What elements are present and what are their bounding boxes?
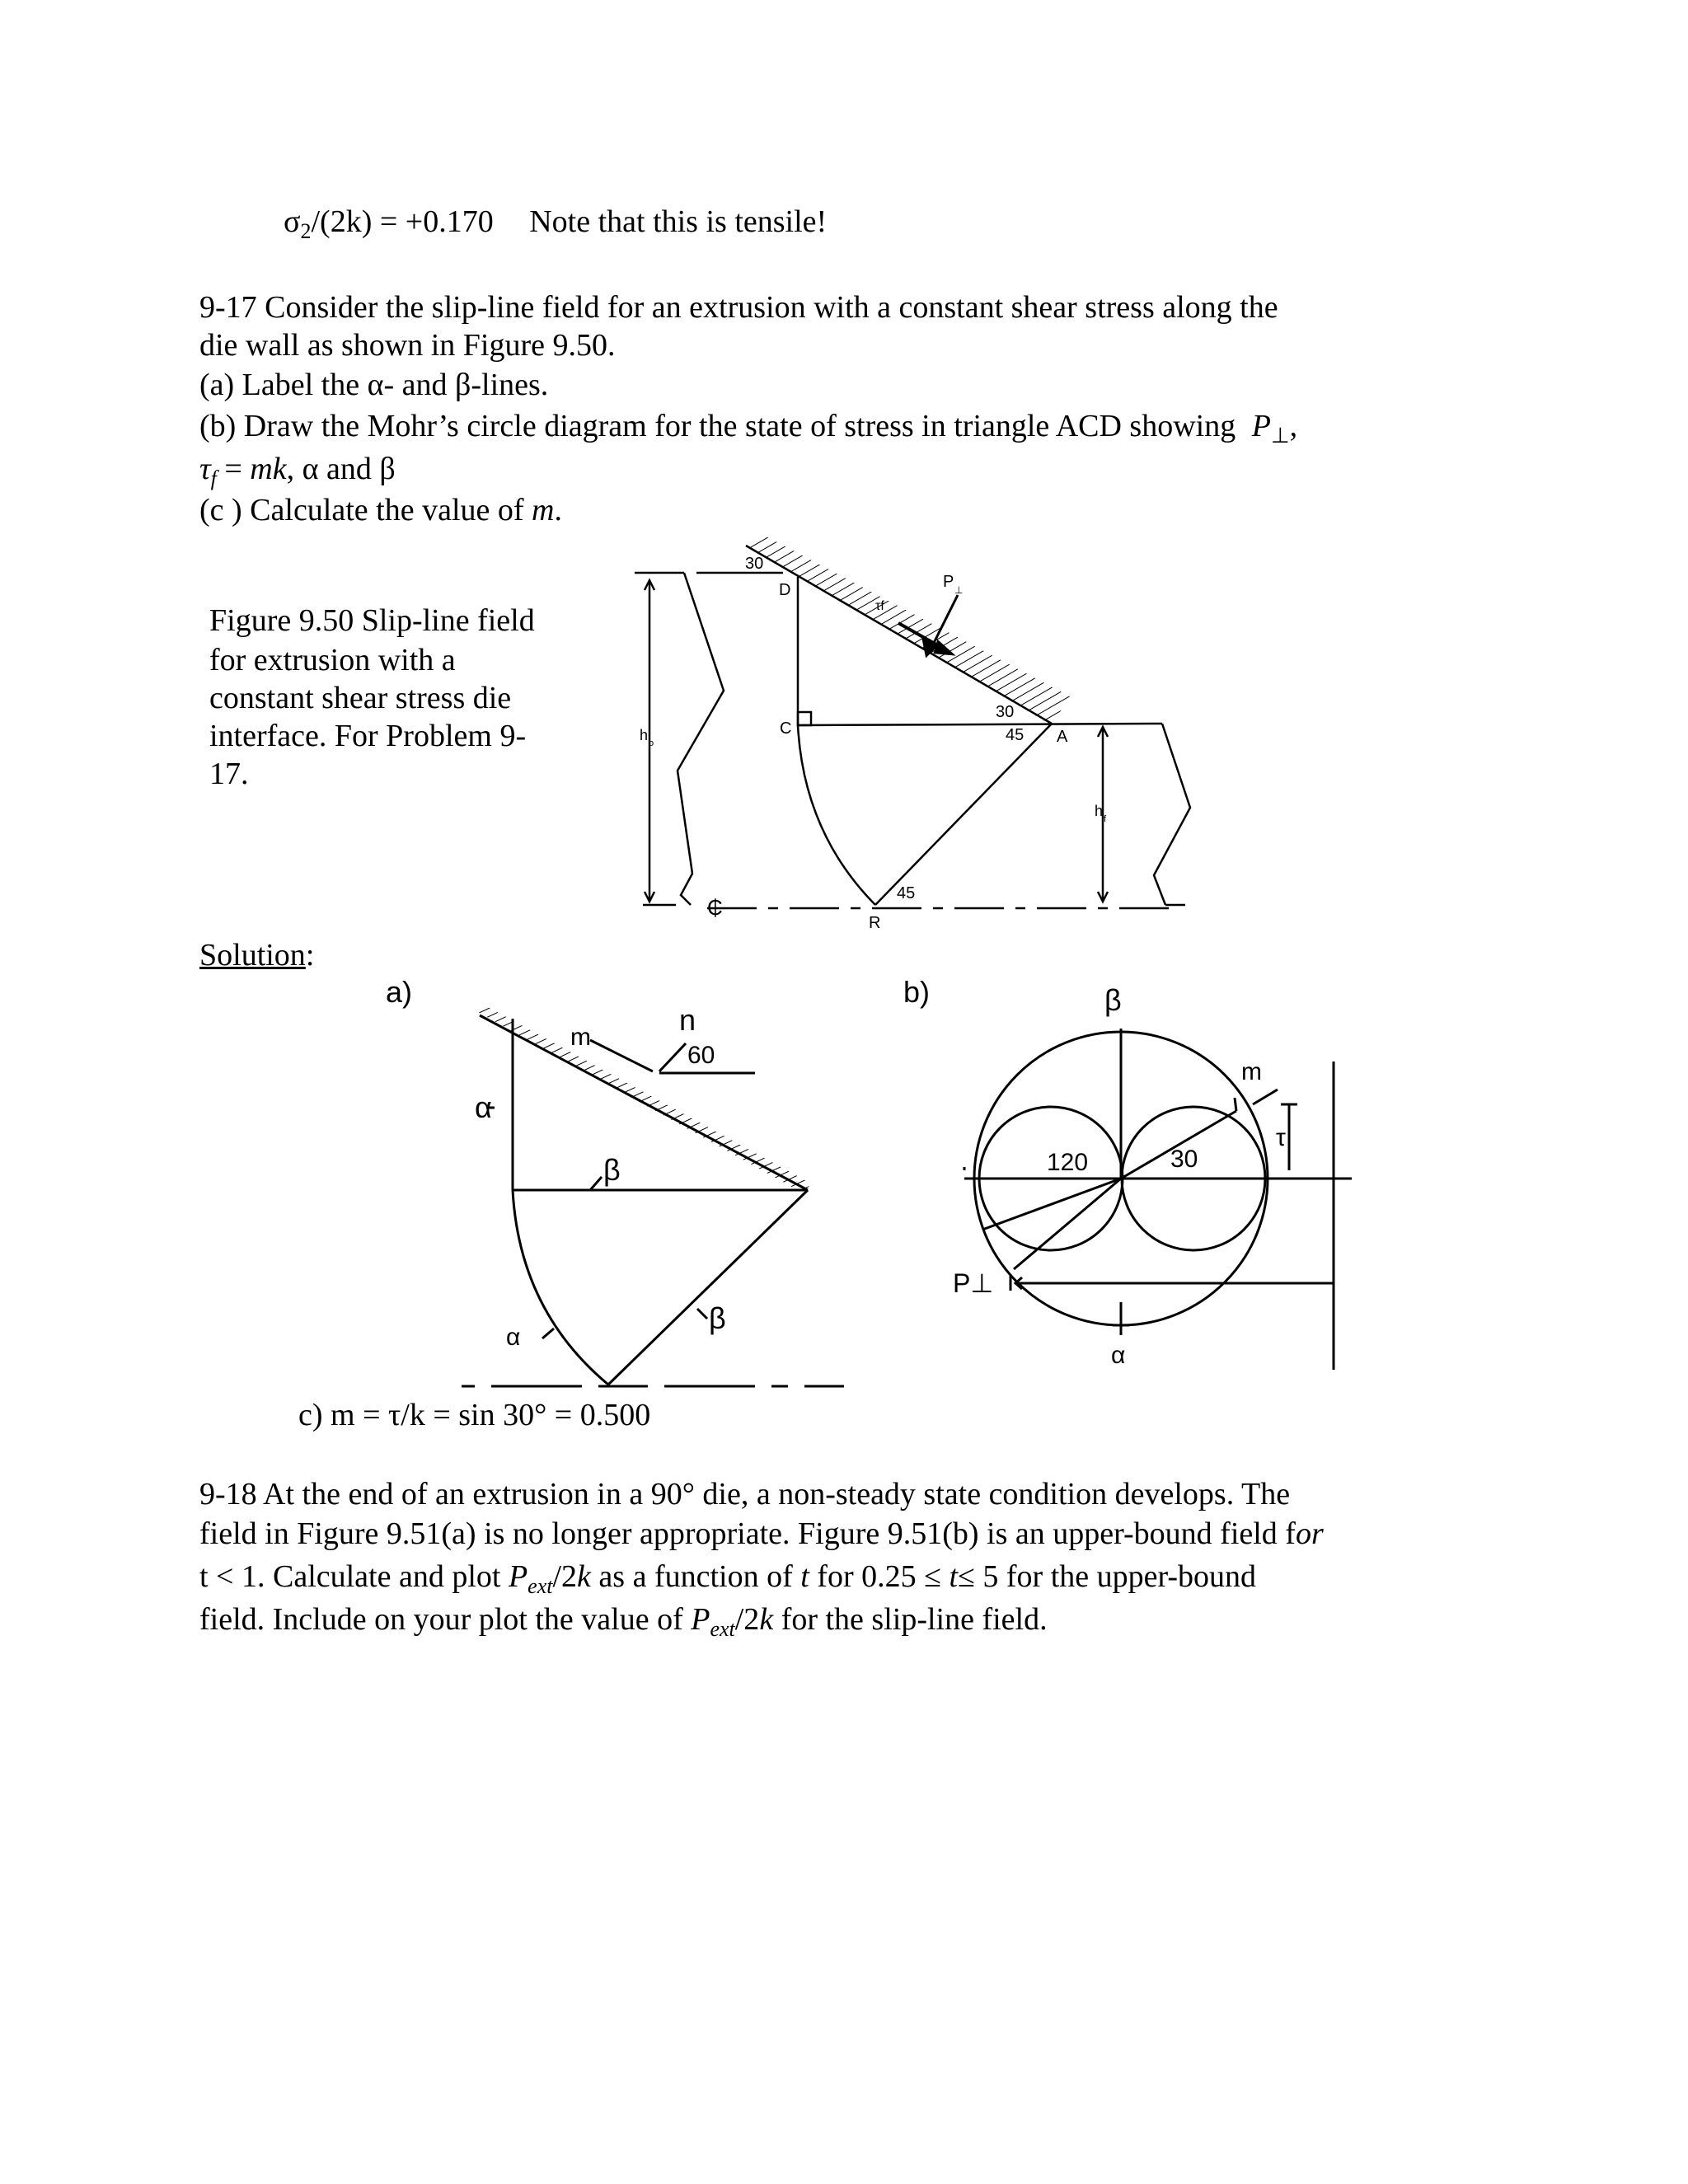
figb-label-beta: β: [1104, 983, 1122, 1017]
problem-918-line2: [199, 1515, 1324, 1553]
fig950-label-hf: h: [1095, 803, 1104, 819]
part-c-text: (c ) Calculate the value of: [199, 493, 524, 527]
fig950-label-a: A: [1057, 728, 1068, 746]
tau-subscript: f: [210, 466, 217, 490]
k-symbol: k: [577, 1559, 591, 1594]
figb-label-m: m: [1241, 1058, 1262, 1085]
p918-line2-italic: or: [1295, 1516, 1324, 1551]
figa-label-n: n: [679, 1003, 696, 1037]
m-symbol: m: [532, 493, 555, 527]
problem-917-part-a: (a) Label the α- and β-lines.: [199, 368, 549, 402]
p-ext-subscript-2: ext: [710, 1617, 735, 1641]
figure-caption-line4: interface. For Problem 9-: [209, 719, 527, 753]
figure-caption-line5: 17.: [209, 757, 249, 791]
fig950-label-45: 45: [1006, 726, 1025, 744]
tau-symbol: τ: [199, 452, 211, 486]
fig950-label-30: 30: [996, 703, 1015, 721]
sigma-subscript: 2: [300, 219, 312, 243]
solution-colon: :: [305, 938, 315, 972]
problem-918-line4: [199, 1601, 1048, 1648]
p-ext-symbol-2: P: [691, 1602, 710, 1637]
figb-label-p-perp: P⊥: [953, 1268, 994, 1298]
fig950-label-c: C: [780, 719, 792, 738]
p918-line3-end: ≤ 5 for the upper-bound: [958, 1559, 1257, 1594]
fig950-label-tau-f: τf: [875, 599, 884, 613]
fig950-label-hf-sub: f: [1104, 814, 1107, 824]
part-c-period: .: [554, 493, 562, 527]
p-ext-subscript: ext: [528, 1574, 553, 1598]
problem-918-line3: [199, 1558, 1256, 1605]
p-perp-subscript: ⊥: [1270, 424, 1290, 448]
figa-label-60: 60: [687, 1042, 715, 1069]
fig950-label-30-top: 30: [745, 555, 764, 573]
figa-label-beta-mid: β: [603, 1153, 621, 1187]
problem-917-line1: 9-17 Consider the slip-line field for an extrusion with a constant shear stress along the: [199, 290, 1278, 325]
t-symbol-2: t: [949, 1559, 959, 1594]
p918-line2-text: field in Figure 9.51(a) is no longer appropriate. Figure 9.51(b) is an upper-bound field f: [199, 1516, 1296, 1551]
mk-text: mk: [250, 452, 287, 486]
p918-line3-mid: as a function of: [590, 1559, 793, 1594]
p918-line4-text: field. Include on your plot the value of: [199, 1602, 683, 1637]
figb-label-30: 30: [1170, 1146, 1198, 1173]
alpha-beta-text: , α and β: [286, 452, 396, 486]
p918-line4-end: for the slip-line field.: [773, 1602, 1048, 1637]
problem-917-line2: die wall as shown in Figure 9.50.: [199, 328, 616, 363]
p-perp-symbol: P: [1251, 409, 1271, 443]
solution-part-c: c) m = τ/k = sin 30° = 0.500: [298, 1398, 651, 1432]
figb-label-b: b): [903, 975, 931, 1009]
fig950-label-r: R: [869, 914, 881, 932]
sigma-value: /(2k) = +0.170: [311, 204, 494, 239]
p918-line3-range: for 0.25 ≤: [809, 1559, 941, 1594]
fig950-label-45-bottom: 45: [897, 884, 916, 902]
part-b-text: (b) Draw the Mohr’s circle diagram for the state of stress in triangle ACD showing: [199, 409, 1236, 443]
equals: =: [216, 452, 251, 486]
figa-label-beta-bottom: β: [709, 1301, 726, 1335]
sigma-symbol: σ: [284, 204, 301, 239]
fig950-label-p: P: [943, 573, 954, 591]
t-symbol: t: [800, 1559, 809, 1594]
figa-label-m: m: [570, 1024, 591, 1051]
figa-label-a: a): [386, 975, 413, 1009]
over-2: /2: [552, 1559, 578, 1594]
problem-918-line1: 9-18 At the end of an extrusion in a 90° die, a non-steady state condition develops. The: [199, 1477, 1291, 1511]
figb-label-alpha: α: [1111, 1342, 1126, 1369]
figb-label-120: 120: [1047, 1149, 1089, 1176]
tensile-note: Note that this is tensile!: [529, 204, 828, 239]
figure-caption-line2: for extrusion with a: [209, 643, 456, 677]
fig950-label-ho-sub: o: [649, 738, 654, 748]
figa-label-alpha-top: α: [475, 1090, 492, 1124]
fig950-centerline-symbol: ₵: [707, 895, 723, 920]
part-b-comma: ,: [1289, 409, 1298, 443]
fig950-label-ho: h: [640, 727, 649, 743]
figb-label-tau: τ: [1276, 1124, 1286, 1151]
figure-caption-line1: Figure 9.50 Slip-line field: [209, 603, 535, 638]
fig950-label-d: D: [779, 581, 791, 599]
figure-caption-line3: constant shear stress die: [209, 681, 512, 715]
k-symbol-2: k: [759, 1602, 774, 1637]
fig950-label-p-sub: ⊥: [954, 584, 964, 596]
over-2-b: /2: [734, 1602, 760, 1637]
solution-word: Solution: [199, 938, 306, 972]
figa-label-alpha-bottom: α: [506, 1324, 521, 1351]
p918-line3-text: t < 1. Calculate and plot: [199, 1559, 501, 1594]
p-ext-symbol: P: [508, 1559, 528, 1594]
